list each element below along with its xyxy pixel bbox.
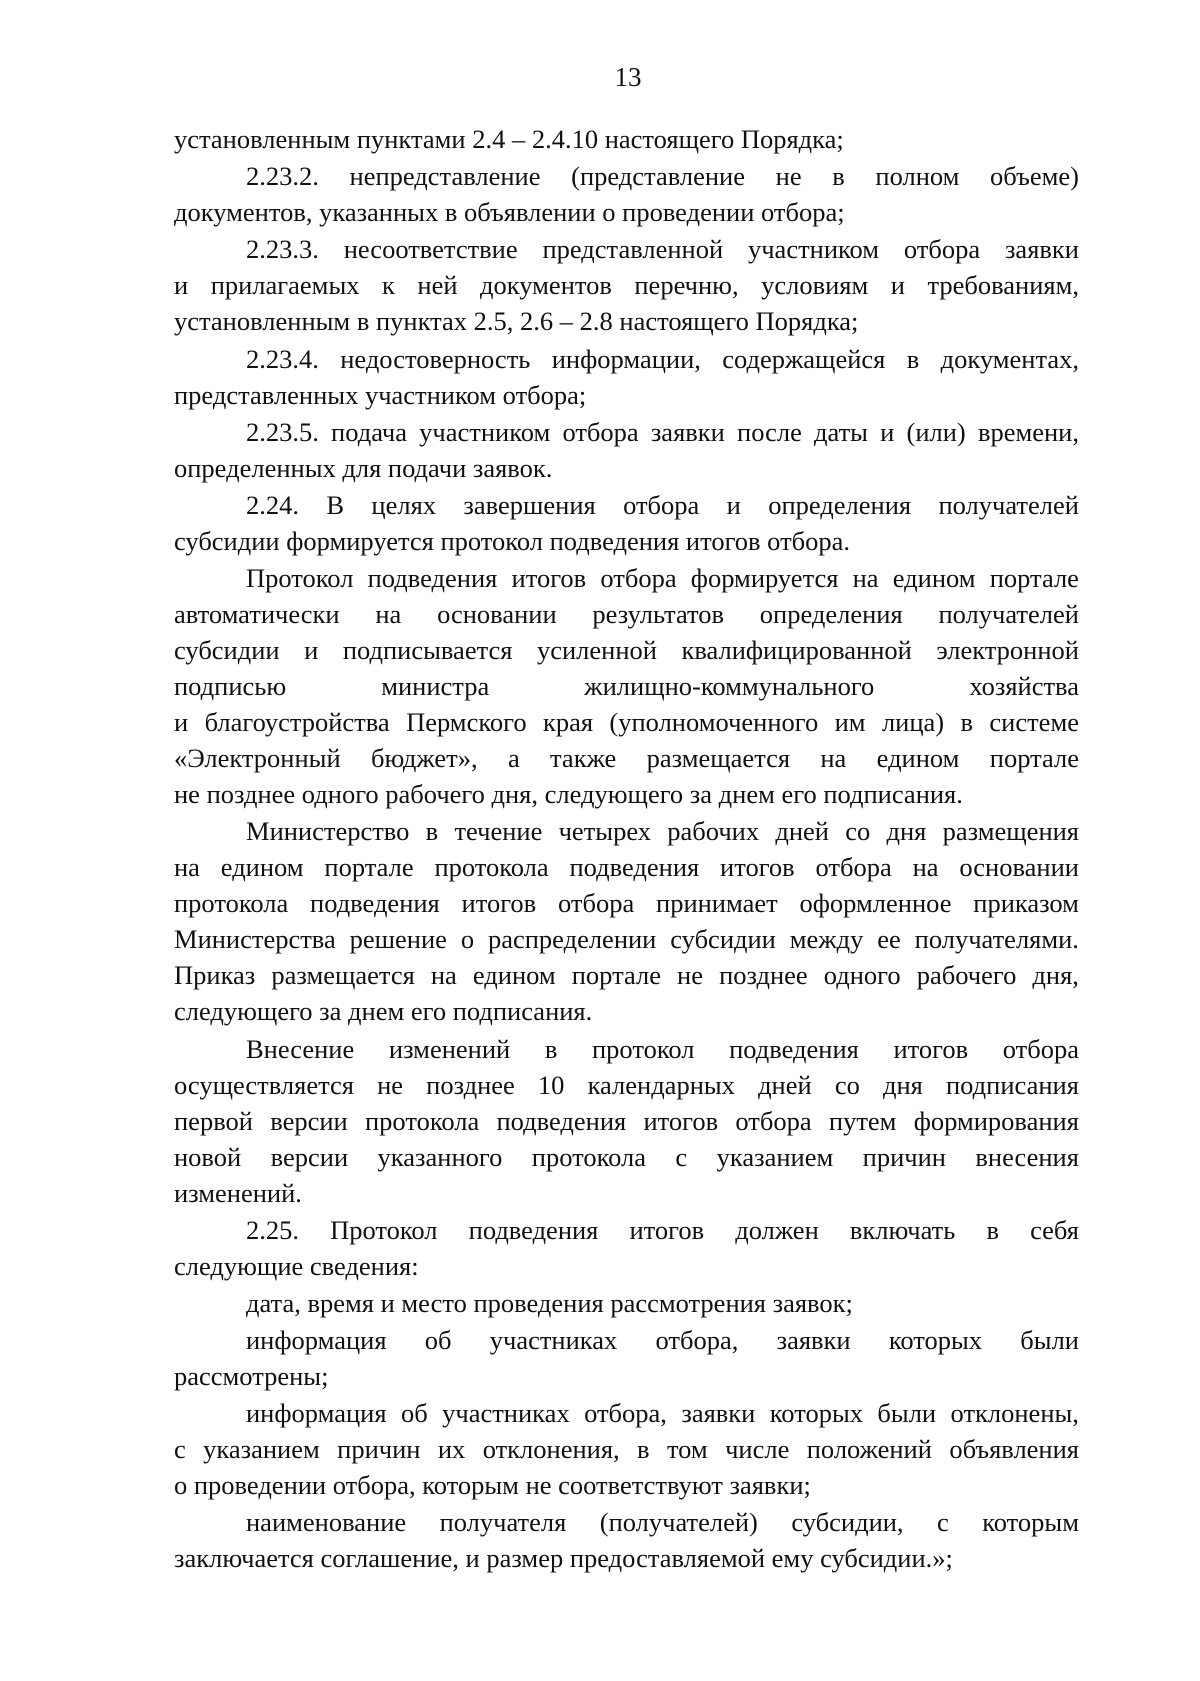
text-line: осуществляется не позднее 10 календарных дней со дня подписания (174, 1069, 1079, 1100)
text-line: Министерство в течение четырех рабочих дней со дня размещения (246, 816, 1079, 847)
text-line: 2.23.2. непредставление (представление не в полном объеме) (246, 161, 1079, 192)
text-line: 2.24. В целях завершения отбора и определения получателей (246, 489, 1079, 520)
text-line: 2.23.4. недостоверность информации, содержащейся в документах, (246, 343, 1079, 374)
text-line: представленных участником отбора; (174, 379, 587, 410)
text-line: 2.23.5. подача участником отбора заявки после даты и (или) времени, (246, 416, 1079, 447)
text-line: подписью министра жилищно-коммунального хозяйства (174, 671, 1079, 702)
text-line: установленным в пунктах 2.5, 2.6 – 2.8 настоящего Порядка; (174, 306, 859, 337)
paragraph (174, 813, 1079, 1029)
text-line: следующего за днем его подписания. (174, 996, 593, 1027)
paragraph (174, 1395, 1079, 1503)
text-line: информация об участниках отбора, заявки которых были отклонены, (246, 1398, 1079, 1429)
text-line: «Электронный бюджет», а также размещается на едином портале (174, 743, 1079, 774)
paragraph (174, 1504, 1079, 1576)
page-number: 13 (614, 62, 642, 92)
text-line: рассмотрены; (174, 1361, 329, 1392)
text-line: субсидии и подписывается усиленной квалифицированной электронной (174, 635, 1079, 666)
text-line: новой версии указанного протокола с указанием причин внесения (174, 1141, 1079, 1172)
paragraph (174, 560, 1079, 812)
paragraph (174, 1212, 1079, 1284)
text-line: Внесение изменений в протокол подведения итогов отбора (246, 1033, 1079, 1064)
text-line: и благоустройства Пермского края (уполномоченного им лица) в системе (174, 707, 1079, 738)
text-line: установленным пунктами 2.4 – 2.4.10 настоящего Порядка; (174, 124, 844, 154)
paragraph (174, 1322, 1079, 1394)
text-line: определенных для подачи заявок. (174, 452, 553, 483)
text-line: первой версии протокола подведения итогов отбора путем формирования (174, 1105, 1079, 1136)
text-line: протокола подведения итогов отбора принимает оформленное приказом (174, 888, 1079, 919)
text-line: не позднее одного рабочего дня, следующего за днем его подписания. (174, 779, 963, 810)
text-line: и прилагаемых к ней документов перечню, условиям и требованиям, (174, 270, 1079, 301)
text-line: Министерства решение о распределении субсидии между ее получателями. (174, 924, 1079, 955)
paragraph (174, 341, 1079, 413)
paragraph (174, 1031, 1079, 1211)
text-line: субсидии формируется протокол подведения итогов отбора. (174, 525, 851, 556)
paragraph (174, 121, 1079, 157)
text-line: информация об участниках отбора, заявки которых были (246, 1325, 1079, 1356)
text-line: следующие сведения: (174, 1250, 419, 1281)
text-line: наименование получателя (получателей) субсидии, с которым (246, 1507, 1079, 1538)
text-line: на едином портале протокола подведения итогов отбора на основании (174, 852, 1079, 883)
paragraph (174, 414, 1079, 486)
paragraph (174, 158, 1079, 230)
text-line: Протокол подведения итогов отбора формируется на едином портале (246, 563, 1079, 594)
text-line: изменений. (174, 1177, 302, 1208)
text-line: о проведении отбора, которым не соответствуют заявки; (174, 1470, 811, 1501)
text-line: Приказ размещается на едином портале не позднее одного рабочего дня, (174, 960, 1079, 991)
paragraph (174, 231, 1079, 339)
document-body (174, 121, 1079, 1576)
text-line: документов, указанных в объявлении о проведении отбора; (174, 197, 845, 228)
text-line: автоматически на основании результатов определения получателей (174, 599, 1079, 630)
text-line: с указанием причин их отклонения, в том числе положений объявления (174, 1434, 1079, 1465)
text-line: 2.23.3. несоответствие представленной участником отбора заявки (246, 234, 1079, 265)
text-line: 2.25. Протокол подведения итогов должен включать в себя (246, 1214, 1079, 1245)
text-line: заключается соглашение, и размер предоставляемой ему субсидии.»; (174, 1543, 953, 1574)
paragraph (174, 1285, 1079, 1321)
paragraph (174, 487, 1079, 559)
text-line: дата, время и место проведения рассмотрения заявок; (246, 1287, 853, 1318)
